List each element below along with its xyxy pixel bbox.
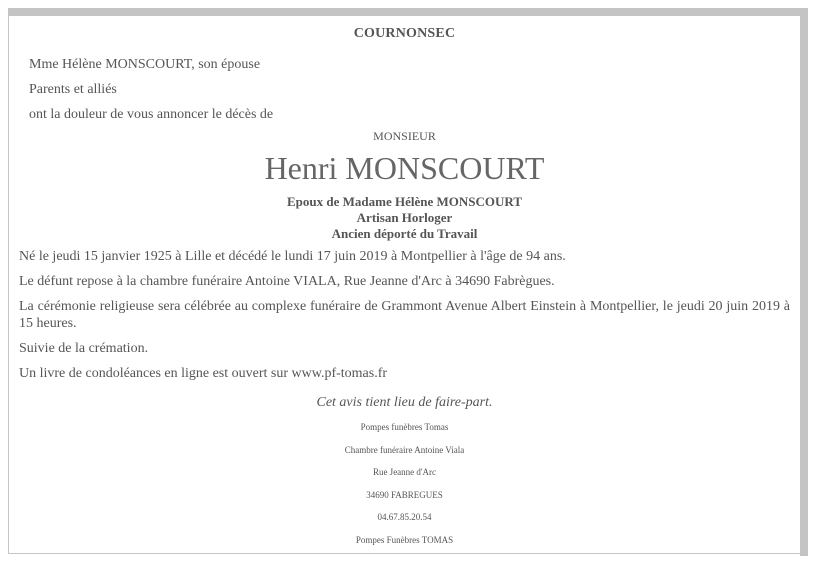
titles-block [19, 194, 790, 242]
footer-line-phone: 04.67.85.20.54 [377, 512, 432, 522]
intro-line-announcement: ont la douleur de vous annoncer le décès de [29, 107, 274, 122]
footer-line-chamber: Chambre funéraire Antoine Viala [344, 444, 465, 455]
civility-label: MONSIEUR [373, 129, 436, 143]
paragraph-repose: Le défunt repose à la chambre funéraire Antoine VIALA, Rue Jeanne d'Arc à 34690 Fabrègues. [19, 274, 555, 289]
paragraph-cremation: Suivie de la crémation. [19, 341, 149, 356]
frame-border-top [8, 8, 808, 16]
frame-border-bottom [8, 553, 800, 554]
deceased-name: Henri MONSCOURT [264, 150, 545, 186]
notice-content [19, 18, 790, 546]
title-profession: Artisan Horloger [356, 210, 453, 225]
paragraph-ceremony: La cérémonie religieuse sera célébrée au complexe funéraire de Grammont Avenue Albert Einstein à Montpellier, le jeudi 20 juin 2019 à 15 heures. [19, 299, 790, 331]
title-deported: Ancien déporté du Travail [331, 226, 478, 241]
footer-line-street: Rue Jeanne d'Arc [372, 467, 437, 477]
footer-line-company: Pompes funèbres Tomas [360, 422, 449, 432]
footer-line-city: 34690 FABREGUES [366, 489, 443, 500]
town-heading: COURNONSEC [353, 26, 456, 41]
paragraph-condolences: Un livre de condoléances en ligne est ouvert sur www.pf-tomas.fr [19, 366, 388, 381]
intro-line-relatives: Parents et alliés [29, 82, 117, 97]
footer-line-signature: Pompes Funèbres TOMAS [355, 534, 454, 545]
intro-block [19, 52, 790, 127]
avis-note: Cet avis tient lieu de faire-part. [316, 395, 493, 410]
title-spouse: Epoux de Madame Hélène MONSCOURT [287, 194, 522, 209]
frame-border-right [800, 8, 808, 556]
frame-border-left [8, 16, 9, 554]
intro-line-spouse: Mme Hélène MONSCOURT, son épouse [29, 57, 261, 72]
paragraph-birth-death: Né le jeudi 15 janvier 1925 à Lille et décédé le lundi 17 juin 2019 à Montpellier à l'âge de 94 ans. [19, 249, 566, 264]
